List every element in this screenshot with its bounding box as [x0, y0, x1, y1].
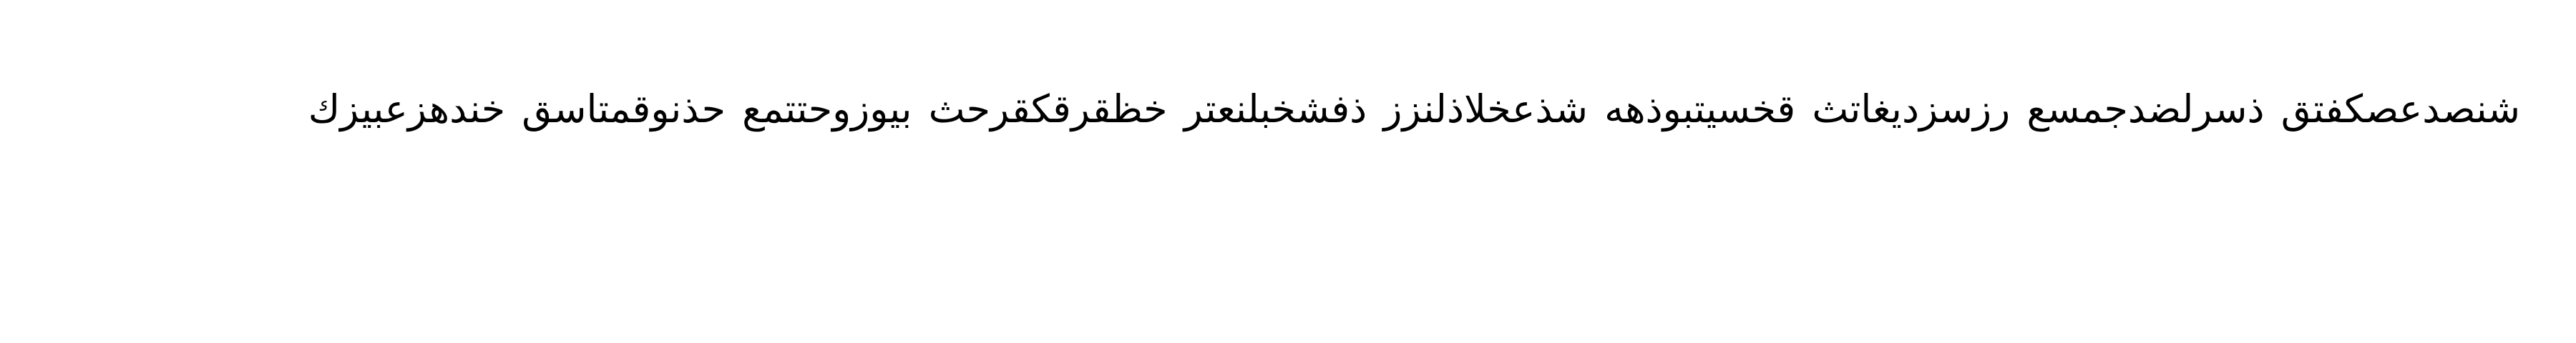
text-line: شنصدعصكفتق ذسرلضدجمسع رزسزديغاتث قخسيتبوذهه شذعخلاذلنزز ذفشخبلنعتر خظقرقكقرحث بيوزوحتتمع حذنوقمتاسق خندهزعبيزك	[308, 86, 2520, 131]
